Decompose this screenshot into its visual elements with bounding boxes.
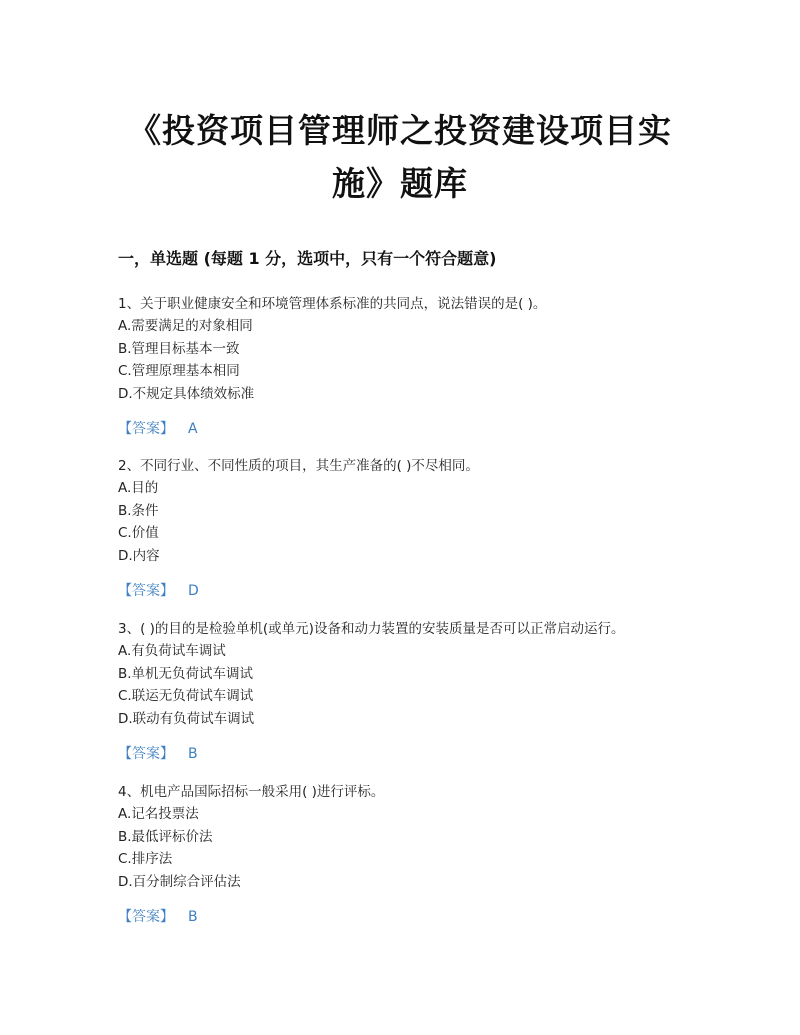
question-stem: 4、机电产品国际招标一般采用( )进行评标。 xyxy=(118,784,385,800)
option-d: D.不规定具体绩效标准 xyxy=(118,385,255,402)
option-d: D.内容 xyxy=(118,547,160,564)
question-4 xyxy=(118,781,718,928)
question-3 xyxy=(118,618,718,765)
question-stem: 3、( )的目的是检验单机(或单元)设备和动力装置的安装质量是否可以正常启动运行。 xyxy=(118,621,625,637)
answer-value: B xyxy=(188,909,198,925)
answer-label: 【答案】 xyxy=(118,909,174,925)
option-b: B.条件 xyxy=(118,502,159,519)
document-title-line-1: 《投资项目管理师之投资建设项目实 xyxy=(128,111,672,150)
option-a: A.记名投票法 xyxy=(118,806,199,822)
option-a: A.目的 xyxy=(118,480,159,496)
answer-label: 【答案】 xyxy=(118,583,174,599)
answer-label: 【答案】 xyxy=(118,746,174,762)
document-title-line-2: 施》题库 xyxy=(332,164,468,203)
answer-value: B xyxy=(188,746,198,762)
option-a: A.有负荷试车调试 xyxy=(118,643,226,659)
option-a: A.需要满足的对象相同 xyxy=(118,318,253,334)
option-b: B.最低评标价法 xyxy=(118,828,213,845)
document-title xyxy=(100,104,700,210)
option-b: B.单机无负荷试车调试 xyxy=(118,665,254,682)
option-d: D.联动有负荷试车调试 xyxy=(118,710,255,727)
section-heading: 一，单选题 (每题 1 分，选项中，只有一个符合题意) xyxy=(118,249,497,268)
option-c: C.联运无负荷试车调试 xyxy=(118,688,254,704)
answer-line xyxy=(118,418,718,440)
option-d: D.百分制综合评估法 xyxy=(118,873,241,890)
question-2 xyxy=(118,455,718,602)
answer-line xyxy=(118,906,718,928)
answer-line xyxy=(118,580,718,602)
option-b: B.管理目标基本一致 xyxy=(118,340,240,357)
question-stem: 2、不同行业、不同性质的项目，其生产准备的( )不尽相同。 xyxy=(118,458,479,474)
answer-value: D xyxy=(188,583,199,599)
answer-value: A xyxy=(188,421,198,437)
answer-label: 【答案】 xyxy=(118,421,174,437)
option-c: C.管理原理基本相同 xyxy=(118,363,240,379)
question-stem: 1、关于职业健康安全和环境管理体系标准的共同点，说法错误的是( )。 xyxy=(118,296,547,312)
question-1 xyxy=(118,293,718,440)
answer-line xyxy=(118,743,718,765)
option-c: C.价值 xyxy=(118,525,159,541)
option-c: C.排序法 xyxy=(118,851,173,867)
